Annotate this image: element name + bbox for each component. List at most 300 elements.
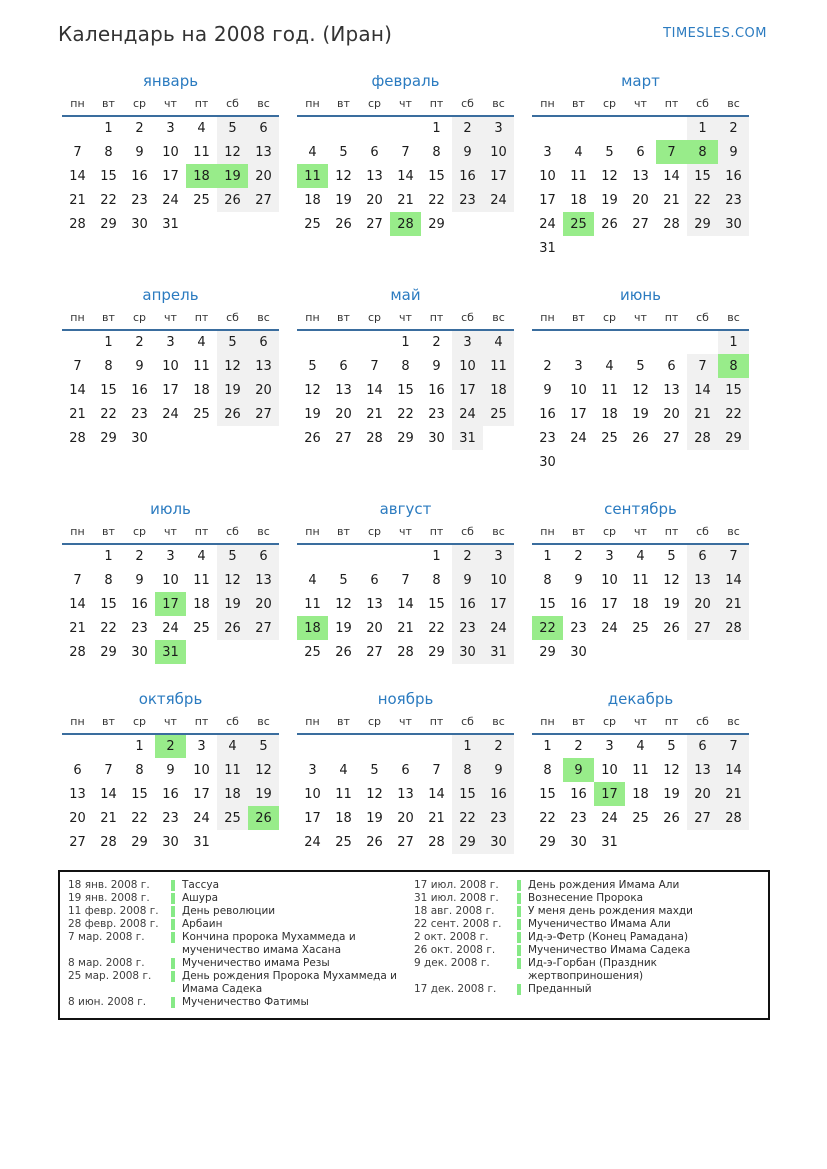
day-cell: 23	[131, 192, 148, 208]
day-cell: 18	[632, 786, 649, 802]
weekday-header: чт	[155, 311, 186, 330]
holiday-marker-bar	[171, 932, 175, 943]
empty-cell	[297, 330, 328, 354]
day-cell: 16	[539, 406, 556, 422]
day-cell: 2	[718, 116, 749, 140]
day-cell: 3	[543, 144, 552, 160]
weekday-header: ср	[359, 715, 390, 734]
legend-label: Мученичество Имама Али	[528, 918, 671, 930]
day-cell: 23	[539, 430, 556, 446]
weekday-header: пн	[62, 97, 93, 116]
weekday-header: вс	[483, 715, 514, 734]
month-title[interactable]: апрель	[142, 286, 199, 304]
legend-column-1	[68, 879, 414, 1009]
day-cell: 8	[401, 358, 410, 374]
weekday-header: ср	[359, 311, 390, 330]
day-cell: 7	[432, 762, 441, 778]
day-cell: 1	[401, 335, 410, 350]
empty-cell	[656, 330, 687, 354]
month-title[interactable]: июль	[150, 500, 191, 518]
month-table	[532, 715, 749, 854]
weekday-header: вт	[563, 715, 594, 734]
weekday-header: ср	[124, 525, 155, 544]
day-cell: 11	[217, 758, 248, 782]
day-cell: 1	[135, 739, 144, 754]
day-cell: 5	[248, 734, 279, 758]
day-cell: 24	[601, 620, 618, 636]
week-row	[297, 758, 514, 782]
day-cell: 10	[162, 144, 179, 160]
day-cell: 25	[304, 216, 321, 232]
day-cell: 14	[687, 378, 718, 402]
month-table	[297, 97, 514, 236]
holiday-marker-bar	[517, 906, 521, 917]
day-cell: 13	[632, 168, 649, 184]
day-cell: 28	[718, 806, 749, 830]
day-cell: 15	[539, 786, 556, 802]
holiday-marker-bar	[171, 958, 175, 969]
empty-cell	[186, 212, 217, 236]
empty-cell	[563, 116, 594, 140]
day-cell: 16	[570, 596, 587, 612]
day-cell: 17	[483, 164, 514, 188]
weekday-header: пт	[421, 525, 452, 544]
week-row	[532, 402, 749, 426]
day-cell: 22	[131, 810, 148, 826]
day-cell: 18	[193, 382, 210, 398]
empty-cell	[625, 640, 656, 664]
day-cell: 22	[428, 192, 445, 208]
day-cell: 2	[452, 544, 483, 568]
weekday-header: чт	[390, 97, 421, 116]
day-cell: 2	[432, 335, 441, 350]
week-row	[532, 330, 749, 354]
day-cell: 11	[304, 596, 321, 612]
legend-date: 22 сент. 2008 г.	[414, 918, 502, 930]
day-cell: 27	[335, 430, 352, 446]
weekday-header: пн	[297, 525, 328, 544]
weekday-header: чт	[155, 715, 186, 734]
weekday-header: вс	[248, 97, 279, 116]
day-cell: 2	[452, 116, 483, 140]
day-cell: 29	[100, 644, 117, 660]
day-cell: 22	[539, 810, 556, 826]
day-cell: 7	[73, 358, 82, 374]
day-cell: 30	[452, 640, 483, 664]
empty-cell	[687, 640, 718, 664]
day-cell: 29	[100, 216, 117, 232]
day-cell: 24	[193, 810, 210, 826]
day-cell: 7	[73, 144, 82, 160]
day-cell: 8	[452, 758, 483, 782]
week-row	[532, 616, 749, 640]
month-title[interactable]: декабрь	[607, 690, 674, 708]
day-cell: 20	[248, 164, 279, 188]
weekday-header: сб	[452, 97, 483, 116]
legend-label: Тассуа	[182, 879, 220, 891]
empty-cell	[563, 330, 594, 354]
day-cell: 21	[397, 192, 414, 208]
day-cell: 4	[217, 734, 248, 758]
day-cell: 13	[687, 568, 718, 592]
day-cell: 20	[366, 192, 383, 208]
legend-date: 7 мар. 2008 г.	[68, 931, 145, 943]
month-table	[62, 525, 279, 664]
weekday-header: чт	[390, 311, 421, 330]
day-cell: 16	[452, 164, 483, 188]
week-row	[532, 734, 749, 758]
day-cell: 12	[663, 762, 680, 778]
weekday-header: вт	[563, 311, 594, 330]
day-cell: 10	[483, 568, 514, 592]
day-cell: 5	[217, 116, 248, 140]
weekday-header: чт	[390, 525, 421, 544]
day-cell: 16	[570, 786, 587, 802]
day-cell: 9	[135, 144, 144, 160]
weekday-header: вс	[718, 715, 749, 734]
week-row	[532, 568, 749, 592]
weekday-header: чт	[155, 525, 186, 544]
month-title[interactable]: сентябрь	[604, 500, 677, 518]
month-4	[62, 286, 279, 474]
day-cell: 4	[308, 572, 317, 588]
day-cell: 21	[718, 782, 749, 806]
week-row	[62, 140, 279, 164]
month-title[interactable]: март	[621, 72, 660, 90]
weekday-header: пт	[421, 97, 452, 116]
day-cell: 21	[397, 620, 414, 636]
empty-cell	[328, 544, 359, 568]
day-cell: 15	[100, 168, 117, 184]
day-cell: 24	[162, 406, 179, 422]
day-cell: 19	[217, 378, 248, 402]
day-cell: 25	[217, 806, 248, 830]
day-cell: 24	[483, 616, 514, 640]
day-cell: 11	[335, 786, 352, 802]
month-2	[297, 72, 514, 260]
holiday-marker-bar	[517, 945, 521, 956]
empty-cell	[62, 544, 93, 568]
day-cell: 7	[370, 358, 379, 374]
day-cell: 4	[574, 144, 583, 160]
weekday-header: пт	[421, 311, 452, 330]
empty-cell	[155, 426, 186, 450]
day-cell: 19	[304, 406, 321, 422]
weekday-header: пн	[62, 715, 93, 734]
day-cell: 23	[718, 188, 749, 212]
weekday-header: вс	[248, 525, 279, 544]
day-cell: 24	[452, 402, 483, 426]
legend-date: 9 дек. 2008 г.	[414, 957, 490, 969]
weekday-header: пт	[186, 715, 217, 734]
week-row	[297, 116, 514, 140]
empty-cell	[532, 116, 563, 140]
day-cell: 27	[687, 806, 718, 830]
day-cell: 5	[370, 762, 379, 778]
day-cell: 20	[69, 810, 86, 826]
holiday-marker-bar	[517, 984, 521, 995]
day-cell: 29	[539, 644, 556, 660]
month-title[interactable]: октябрь	[138, 690, 203, 708]
day-cell: 18	[335, 810, 352, 826]
day-cell: 21	[69, 192, 86, 208]
weekday-header: ср	[594, 715, 625, 734]
day-cell: 3	[452, 330, 483, 354]
day-cell: 14	[428, 786, 445, 802]
day-cell: 16	[131, 382, 148, 398]
day-cell: 19	[663, 786, 680, 802]
month-8	[297, 500, 514, 664]
day-cell: 11	[193, 358, 210, 374]
day-cell: 25	[193, 620, 210, 636]
weekday-header: пт	[186, 525, 217, 544]
legend-item	[414, 905, 760, 918]
week-row	[532, 188, 749, 212]
empty-cell	[718, 640, 749, 664]
day-cell: 11	[632, 572, 649, 588]
empty-cell	[297, 734, 328, 758]
day-cell: 3	[483, 116, 514, 140]
day-cell: 4	[605, 358, 614, 374]
day-cell: 7	[718, 544, 749, 568]
legend-item	[68, 879, 414, 892]
day-cell: 30	[131, 430, 148, 446]
day-cell: 17	[594, 782, 625, 806]
day-cell: 27	[687, 616, 718, 640]
day-cell: 17	[539, 192, 556, 208]
legend-column-2	[414, 879, 760, 1009]
month-title[interactable]: август	[379, 500, 432, 518]
day-cell: 9	[452, 140, 483, 164]
day-cell: 26	[663, 620, 680, 636]
legend-label: Мученичество Имама Садека	[528, 944, 691, 956]
day-cell: 10	[162, 358, 179, 374]
day-cell: 4	[636, 549, 645, 564]
weekday-header: вс	[483, 97, 514, 116]
day-cell: 14	[69, 382, 86, 398]
month-table	[532, 525, 749, 664]
day-cell: 24	[601, 810, 618, 826]
month-table	[62, 97, 279, 236]
site-link[interactable]: TIMESLES.COM	[663, 26, 767, 41]
month-title[interactable]: январь	[142, 72, 199, 90]
day-cell: 12	[217, 140, 248, 164]
week-row	[532, 212, 749, 236]
day-cell: 3	[197, 739, 206, 754]
weekday-header: вт	[93, 525, 124, 544]
month-title[interactable]: ноябрь	[377, 690, 434, 708]
holiday-marker-bar	[517, 932, 521, 943]
day-cell: 17	[304, 810, 321, 826]
day-cell: 31	[155, 640, 186, 664]
month-3	[532, 72, 749, 260]
day-cell: 24	[162, 192, 179, 208]
weekday-header: ср	[124, 715, 155, 734]
month-title[interactable]: май	[390, 286, 421, 304]
day-cell: 17	[483, 592, 514, 616]
day-cell: 3	[483, 544, 514, 568]
day-cell: 1	[687, 116, 718, 140]
week-row	[297, 164, 514, 188]
day-cell: 2	[574, 739, 583, 754]
month-title[interactable]: июнь	[619, 286, 662, 304]
empty-cell	[656, 830, 687, 854]
day-cell: 28	[397, 644, 414, 660]
day-cell: 29	[397, 430, 414, 446]
day-cell: 14	[100, 786, 117, 802]
empty-cell	[483, 212, 514, 236]
day-cell: 2	[135, 121, 144, 136]
empty-cell	[186, 640, 217, 664]
day-cell: 31	[539, 240, 556, 256]
month-7	[62, 500, 279, 664]
weekday-header: сб	[217, 525, 248, 544]
weekday-header: чт	[155, 97, 186, 116]
weekday-header: сб	[217, 715, 248, 734]
day-cell: 13	[248, 140, 279, 164]
weekday-header: пн	[532, 715, 563, 734]
day-cell: 14	[718, 568, 749, 592]
empty-cell	[687, 236, 718, 260]
week-row	[532, 426, 749, 450]
day-cell: 6	[248, 330, 279, 354]
empty-cell	[656, 116, 687, 140]
day-cell: 15	[452, 782, 483, 806]
day-cell: 18	[217, 782, 248, 806]
weekday-header: ср	[124, 311, 155, 330]
empty-cell	[217, 212, 248, 236]
weekday-header: сб	[687, 311, 718, 330]
legend-item	[414, 957, 760, 983]
month-10	[62, 690, 279, 854]
day-cell: 20	[248, 378, 279, 402]
day-cell: 7	[104, 762, 113, 778]
day-cell: 13	[663, 382, 680, 398]
day-cell: 6	[687, 734, 718, 758]
empty-cell	[248, 640, 279, 664]
day-cell: 24	[162, 620, 179, 636]
empty-cell	[328, 734, 359, 758]
legend-item	[68, 996, 414, 1009]
day-cell: 14	[397, 168, 414, 184]
empty-cell	[62, 330, 93, 354]
day-cell: 4	[483, 330, 514, 354]
day-cell: 20	[366, 620, 383, 636]
day-cell: 28	[663, 216, 680, 232]
day-cell: 1	[543, 549, 552, 564]
day-cell: 27	[632, 216, 649, 232]
day-cell: 26	[335, 216, 352, 232]
weekday-header: пт	[656, 311, 687, 330]
day-cell: 20	[335, 406, 352, 422]
week-row	[62, 116, 279, 140]
week-row	[62, 640, 279, 664]
week-row	[62, 782, 279, 806]
day-cell: 31	[162, 216, 179, 232]
empty-cell	[421, 734, 452, 758]
day-cell: 4	[339, 762, 348, 778]
weekday-header: ср	[359, 97, 390, 116]
empty-cell	[656, 450, 687, 474]
day-cell: 24	[570, 430, 587, 446]
day-cell: 3	[166, 549, 175, 564]
day-cell: 9	[543, 382, 552, 398]
day-cell: 19	[335, 192, 352, 208]
day-cell: 5	[605, 144, 614, 160]
day-cell: 23	[131, 406, 148, 422]
calendar-grid	[62, 72, 757, 854]
day-cell: 3	[308, 762, 317, 778]
day-cell: 9	[563, 758, 594, 782]
holiday-marker-bar	[171, 997, 175, 1008]
weekday-header: вт	[93, 715, 124, 734]
empty-cell	[594, 330, 625, 354]
day-cell: 29	[687, 212, 718, 236]
legend-item	[414, 892, 760, 905]
month-title[interactable]: февраль	[371, 72, 440, 90]
empty-cell	[656, 640, 687, 664]
day-cell: 26	[217, 188, 248, 212]
weekday-header: пн	[532, 311, 563, 330]
day-cell: 9	[718, 140, 749, 164]
day-cell: 6	[370, 144, 379, 160]
empty-cell	[359, 734, 390, 758]
day-cell: 25	[304, 644, 321, 660]
day-cell: 20	[687, 592, 718, 616]
day-cell: 5	[308, 358, 317, 374]
day-cell: 28	[428, 834, 445, 850]
day-cell: 21	[69, 406, 86, 422]
day-cell: 23	[428, 406, 445, 422]
day-cell: 22	[532, 616, 563, 640]
weekday-header: вт	[563, 97, 594, 116]
month-12	[532, 690, 749, 854]
day-cell: 21	[69, 620, 86, 636]
empty-cell	[656, 236, 687, 260]
month-table	[62, 311, 279, 450]
day-cell: 26	[335, 644, 352, 660]
day-cell: 15	[100, 382, 117, 398]
holiday-marker-bar	[171, 880, 175, 891]
day-cell: 14	[663, 168, 680, 184]
week-row	[532, 116, 749, 140]
weekday-header: ср	[594, 311, 625, 330]
day-cell: 25	[193, 192, 210, 208]
day-cell: 19	[601, 192, 618, 208]
weekday-header: чт	[625, 311, 656, 330]
month-6	[532, 286, 749, 474]
week-row	[62, 758, 279, 782]
day-cell: 8	[135, 762, 144, 778]
week-row	[297, 592, 514, 616]
week-row	[532, 640, 749, 664]
day-cell: 16	[131, 596, 148, 612]
day-cell: 5	[217, 544, 248, 568]
day-cell: 2	[135, 549, 144, 564]
day-cell: 5	[339, 572, 348, 588]
day-cell: 10	[601, 572, 618, 588]
empty-cell	[297, 544, 328, 568]
weekday-header: вс	[718, 311, 749, 330]
day-cell: 8	[543, 572, 552, 588]
empty-cell	[625, 330, 656, 354]
day-cell: 2	[483, 734, 514, 758]
month-1	[62, 72, 279, 260]
week-row	[62, 544, 279, 568]
day-cell: 6	[370, 572, 379, 588]
weekday-header: вс	[483, 311, 514, 330]
day-cell: 9	[135, 572, 144, 588]
